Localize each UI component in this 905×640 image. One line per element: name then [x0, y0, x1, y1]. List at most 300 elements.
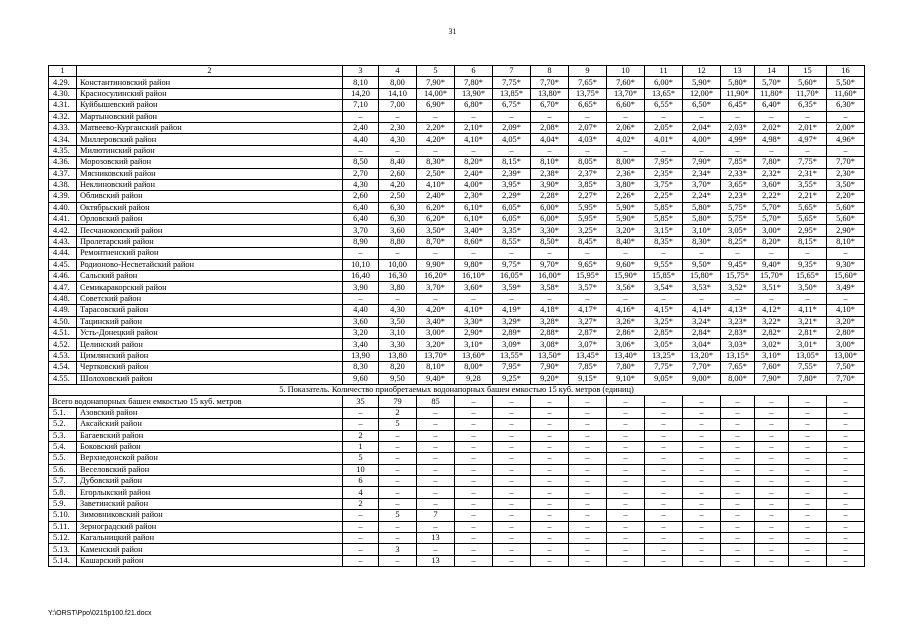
value-cell: 3,24*	[683, 316, 721, 327]
table-row	[49, 214, 865, 225]
value-cell: 7,90*	[755, 373, 789, 384]
value-cell: 4,19*	[493, 305, 531, 316]
value-cell: 5,70*	[755, 214, 789, 225]
value-cell: 3,50	[379, 316, 417, 327]
value-cell: 8,90	[343, 236, 379, 247]
value-cell: –	[493, 521, 531, 532]
value-cell: 3,52*	[721, 282, 755, 293]
value-cell: –	[607, 293, 645, 304]
table-row	[49, 327, 865, 338]
value-cell: –	[789, 521, 827, 532]
value-cell: –	[379, 293, 417, 304]
value-cell: –	[721, 510, 755, 521]
value-cell: 2,84*	[683, 327, 721, 338]
value-cell: –	[683, 555, 721, 566]
value-cell: –	[493, 464, 531, 475]
value-cell: 5,75*	[721, 202, 755, 213]
value-cell: 6,30*	[827, 100, 865, 111]
value-cell: 11,90*	[721, 88, 755, 99]
value-cell: –	[531, 441, 569, 452]
value-cell: 3,03*	[721, 339, 755, 350]
value-cell: 5,70*	[755, 77, 789, 88]
table-row	[49, 271, 865, 282]
value-cell: 7,00	[379, 100, 417, 111]
row-number: 5.3.	[49, 430, 77, 441]
value-cell: –	[531, 453, 569, 464]
value-cell: –	[721, 476, 755, 487]
value-cell: –	[417, 430, 455, 441]
value-cell: 4,14*	[683, 305, 721, 316]
value-cell: 15,75*	[721, 271, 755, 282]
row-number: 5.9.	[49, 498, 77, 509]
value-cell: –	[531, 544, 569, 555]
district-name: Обливский район	[77, 191, 343, 202]
value-cell: 2,50	[379, 191, 417, 202]
value-cell: 4,02*	[607, 134, 645, 145]
value-cell: –	[827, 293, 865, 304]
value-cell: 13,80*	[531, 88, 569, 99]
table-row	[49, 453, 865, 464]
value-cell: –	[683, 111, 721, 122]
value-cell: 6,40*	[755, 100, 789, 111]
value-cell: 13,90	[343, 350, 379, 361]
value-cell: 9,40*	[417, 373, 455, 384]
district-name: Тарасовский район	[77, 305, 343, 316]
value-cell: 3,65*	[721, 179, 755, 190]
column-header: 10	[607, 66, 645, 77]
value-cell: 13,50*	[531, 350, 569, 361]
value-cell: 2,90*	[455, 327, 493, 338]
value-cell: 3,80*	[607, 179, 645, 190]
district-name: Аксайский район	[77, 419, 343, 430]
value-cell: 9,50*	[683, 259, 721, 270]
value-cell: 7,70*	[827, 373, 865, 384]
table-row	[49, 555, 865, 566]
row-number: 5.4.	[49, 441, 77, 452]
value-cell: –	[455, 533, 493, 544]
value-cell: –	[645, 430, 683, 441]
value-cell: 6,75*	[493, 100, 531, 111]
value-cell: 8,10*	[827, 236, 865, 247]
value-cell: 8,00*	[721, 373, 755, 384]
value-cell: 2,29*	[493, 191, 531, 202]
value-cell: –	[493, 533, 531, 544]
value-cell: 4,04*	[531, 134, 569, 145]
value-cell: 5,90*	[607, 214, 645, 225]
value-cell: 5,50*	[827, 77, 865, 88]
value-cell: –	[417, 145, 455, 156]
value-cell: –	[569, 464, 607, 475]
value-cell: –	[755, 487, 789, 498]
table-row	[49, 362, 865, 373]
value-cell: 3,50*	[827, 179, 865, 190]
value-cell: 2,50*	[417, 168, 455, 179]
value-cell: –	[379, 498, 417, 509]
value-cell: 5,85*	[645, 202, 683, 213]
value-cell: –	[789, 248, 827, 259]
value-cell: 8,20*	[755, 236, 789, 247]
value-cell: 2,40*	[417, 191, 455, 202]
value-cell: –	[721, 407, 755, 418]
value-cell: 16,30	[379, 271, 417, 282]
value-cell: 13,60*	[455, 350, 493, 361]
table-row	[49, 122, 865, 133]
value-cell: 9,10*	[607, 373, 645, 384]
value-cell: 3,95*	[493, 179, 531, 190]
value-cell: –	[417, 419, 455, 430]
value-cell: –	[343, 419, 379, 430]
value-cell: 2,24*	[683, 191, 721, 202]
value-cell: 5	[343, 453, 379, 464]
section-title: 5. Показатель. Количество приобретаемых водонапорных башен емкостью 15 куб. метров (единиц)	[49, 384, 865, 395]
value-cell: 3,60	[343, 316, 379, 327]
value-cell: 3,10*	[683, 225, 721, 236]
value-cell: 4,20	[379, 179, 417, 190]
value-cell: –	[607, 145, 645, 156]
value-cell: 15,85*	[645, 271, 683, 282]
value-cell: –	[379, 453, 417, 464]
row-number: 5.11.	[49, 521, 77, 532]
value-cell: 3,00*	[827, 339, 865, 350]
value-cell: –	[531, 487, 569, 498]
value-cell: –	[755, 453, 789, 464]
value-cell: –	[789, 293, 827, 304]
table-row	[49, 179, 865, 190]
row-number: 4.31.	[49, 100, 77, 111]
value-cell: –	[531, 396, 569, 407]
row-number: 4.54.	[49, 362, 77, 373]
value-cell: 8,10*	[417, 362, 455, 373]
value-cell: 8,60*	[455, 236, 493, 247]
table-row	[49, 88, 865, 99]
district-name: Цимлянский район	[77, 350, 343, 361]
value-cell: 3,60	[379, 225, 417, 236]
value-cell: –	[789, 396, 827, 407]
value-cell: 2,32*	[755, 168, 789, 179]
value-cell: 8,30*	[683, 236, 721, 247]
district-name: Октябрьский район	[77, 202, 343, 213]
value-cell: 1	[343, 441, 379, 452]
value-cell: 2,83*	[721, 327, 755, 338]
district-name: Зерноградский район	[77, 521, 343, 532]
value-cell: –	[607, 453, 645, 464]
district-name: Неклиновский район	[77, 179, 343, 190]
value-cell: 2,95*	[789, 225, 827, 236]
value-cell: 7,60*	[607, 77, 645, 88]
value-cell: 3,28*	[531, 316, 569, 327]
value-cell: 9,50	[379, 373, 417, 384]
value-cell: 10,10	[343, 259, 379, 270]
value-cell: 6,70*	[531, 100, 569, 111]
value-cell: –	[789, 407, 827, 418]
value-cell: 79	[379, 396, 417, 407]
district-name: Заветинский район	[77, 498, 343, 509]
value-cell: 5,80*	[683, 202, 721, 213]
table-row	[49, 476, 865, 487]
value-cell: –	[755, 476, 789, 487]
value-cell: 2,00*	[827, 122, 865, 133]
data-table	[48, 65, 865, 567]
value-cell: 2,07*	[569, 122, 607, 133]
value-cell: –	[789, 498, 827, 509]
value-cell: 15,80*	[683, 271, 721, 282]
value-cell: 13,05*	[789, 350, 827, 361]
value-cell: 2,86*	[607, 327, 645, 338]
value-cell: 16,20*	[417, 271, 455, 282]
value-cell: 2,36*	[607, 168, 645, 179]
value-cell: –	[569, 544, 607, 555]
value-cell: 13,80	[379, 350, 417, 361]
value-cell: 3,15*	[645, 225, 683, 236]
value-cell: –	[721, 419, 755, 430]
value-cell: –	[417, 248, 455, 259]
value-cell: 2	[343, 430, 379, 441]
value-cell: –	[417, 407, 455, 418]
value-cell: –	[493, 441, 531, 452]
value-cell: 2,10*	[455, 122, 493, 133]
value-cell: –	[343, 293, 379, 304]
value-cell: –	[455, 555, 493, 566]
value-cell: –	[455, 544, 493, 555]
column-header: 9	[569, 66, 607, 77]
value-cell: –	[379, 145, 417, 156]
value-cell: –	[755, 464, 789, 475]
value-cell: 3,55*	[789, 179, 827, 190]
value-cell: –	[607, 510, 645, 521]
value-cell: –	[721, 453, 755, 464]
value-cell: 3,60*	[755, 179, 789, 190]
value-cell: 2,70	[343, 168, 379, 179]
value-cell: –	[827, 111, 865, 122]
value-cell: –	[645, 453, 683, 464]
column-header: 1	[49, 66, 77, 77]
row-number: 4.48.	[49, 293, 77, 304]
value-cell: –	[569, 555, 607, 566]
value-cell: –	[569, 487, 607, 498]
value-cell: 15,95*	[569, 271, 607, 282]
value-cell: –	[493, 248, 531, 259]
value-cell: 3,51*	[755, 282, 789, 293]
district-name: Мартыновский район	[77, 111, 343, 122]
value-cell: 2,38*	[531, 168, 569, 179]
value-cell: –	[531, 419, 569, 430]
value-cell: –	[645, 521, 683, 532]
value-cell: 9,75*	[493, 259, 531, 270]
value-cell: 9,05*	[645, 373, 683, 384]
value-cell: 8,15*	[789, 236, 827, 247]
value-cell: –	[721, 464, 755, 475]
column-header: 13	[721, 66, 755, 77]
value-cell: –	[789, 555, 827, 566]
district-name: Пролетарский район	[77, 236, 343, 247]
value-cell: –	[455, 111, 493, 122]
district-name: Целинский район	[77, 339, 343, 350]
value-cell: –	[827, 498, 865, 509]
value-cell: –	[683, 396, 721, 407]
value-cell: 2,22*	[755, 191, 789, 202]
table-row	[49, 510, 865, 521]
value-cell: –	[755, 430, 789, 441]
value-cell: –	[721, 293, 755, 304]
value-cell: 13	[417, 533, 455, 544]
value-cell: –	[531, 555, 569, 566]
value-cell: 3,53*	[683, 282, 721, 293]
district-name: Родионово-Несветайский район	[77, 259, 343, 270]
value-cell: –	[683, 510, 721, 521]
value-cell: 7,80*	[455, 77, 493, 88]
value-cell: 8,10*	[531, 157, 569, 168]
value-cell: 2,04*	[683, 122, 721, 133]
value-cell: 3,49*	[827, 282, 865, 293]
column-header: 7	[493, 66, 531, 77]
value-cell: 6,00*	[531, 202, 569, 213]
value-cell: –	[455, 521, 493, 532]
value-cell: 16,05*	[493, 271, 531, 282]
value-cell: 2,30*	[827, 168, 865, 179]
value-cell: 8,15*	[493, 157, 531, 168]
column-header: 12	[683, 66, 721, 77]
district-name: Шолоховский район	[77, 373, 343, 384]
value-cell: –	[379, 430, 417, 441]
value-cell: 13,55*	[493, 350, 531, 361]
value-cell: –	[455, 510, 493, 521]
value-cell: –	[683, 453, 721, 464]
value-cell: –	[455, 396, 493, 407]
value-cell: –	[827, 248, 865, 259]
table-row	[49, 259, 865, 270]
value-cell: –	[343, 145, 379, 156]
row-number: 5.10.	[49, 510, 77, 521]
value-cell: 6,00*	[645, 77, 683, 88]
value-cell: –	[531, 111, 569, 122]
value-cell: 13,15*	[721, 350, 755, 361]
value-cell: –	[607, 555, 645, 566]
value-cell: 3,21*	[789, 316, 827, 327]
value-cell: –	[607, 521, 645, 532]
value-cell: 3,57*	[569, 282, 607, 293]
value-cell: –	[455, 453, 493, 464]
value-cell: –	[645, 293, 683, 304]
value-cell: –	[343, 407, 379, 418]
value-cell: –	[827, 453, 865, 464]
value-cell: 3,59*	[493, 282, 531, 293]
table-row	[49, 168, 865, 179]
value-cell: –	[789, 453, 827, 464]
value-cell: –	[569, 419, 607, 430]
value-cell: –	[493, 407, 531, 418]
value-cell: –	[683, 544, 721, 555]
value-cell: 3,27*	[569, 316, 607, 327]
value-cell: 5,60*	[827, 202, 865, 213]
value-cell: –	[379, 441, 417, 452]
district-name: Советский район	[77, 293, 343, 304]
value-cell: 7,95*	[645, 157, 683, 168]
value-cell: –	[531, 248, 569, 259]
value-cell: 6,30	[379, 202, 417, 213]
value-cell: 4,12*	[755, 305, 789, 316]
value-cell: –	[755, 521, 789, 532]
table-row	[49, 236, 865, 247]
value-cell: –	[531, 293, 569, 304]
value-cell: 8,00*	[455, 362, 493, 373]
value-cell: 4,40	[343, 305, 379, 316]
value-cell: 3,29*	[493, 316, 531, 327]
value-cell: –	[683, 487, 721, 498]
value-cell: 4,13*	[721, 305, 755, 316]
table-row	[49, 441, 865, 452]
value-cell: 5,65*	[789, 214, 827, 225]
value-cell: –	[827, 476, 865, 487]
column-header: 14	[755, 66, 789, 77]
district-name: Милютинский район	[77, 145, 343, 156]
value-cell: 3,25*	[569, 225, 607, 236]
value-cell: 5,90*	[683, 77, 721, 88]
row-number: 4.35.	[49, 145, 77, 156]
value-cell: –	[755, 293, 789, 304]
value-cell: 9,00*	[683, 373, 721, 384]
value-cell: –	[827, 407, 865, 418]
district-name: Миллеровский район	[77, 134, 343, 145]
value-cell: 3,09*	[493, 339, 531, 350]
value-cell: 3,00*	[417, 327, 455, 338]
value-cell: 2,81*	[789, 327, 827, 338]
value-cell: 2,25*	[645, 191, 683, 202]
value-cell: –	[607, 407, 645, 418]
value-cell: 5,85*	[645, 214, 683, 225]
value-cell: –	[607, 476, 645, 487]
value-cell: 6,90*	[417, 100, 455, 111]
value-cell: –	[827, 544, 865, 555]
value-cell: –	[645, 487, 683, 498]
value-cell: –	[721, 111, 755, 122]
value-cell: –	[417, 111, 455, 122]
value-cell: –	[607, 441, 645, 452]
value-cell: 3,20*	[607, 225, 645, 236]
value-cell: –	[493, 419, 531, 430]
value-cell: –	[343, 111, 379, 122]
value-cell: –	[569, 248, 607, 259]
district-name: Егорлыкский район	[77, 487, 343, 498]
value-cell: –	[455, 464, 493, 475]
district-name: Орловский район	[77, 214, 343, 225]
value-cell: –	[827, 521, 865, 532]
value-cell: 5	[379, 510, 417, 521]
value-cell: 3,04*	[683, 339, 721, 350]
value-cell: 6,05*	[493, 214, 531, 225]
value-cell: 5	[379, 419, 417, 430]
value-cell: –	[569, 407, 607, 418]
value-cell: –	[607, 498, 645, 509]
value-cell: 5,70*	[755, 202, 789, 213]
value-cell: 6,10*	[455, 214, 493, 225]
table-row	[49, 544, 865, 555]
value-cell: 2,87*	[569, 327, 607, 338]
value-cell: 14,00*	[417, 88, 455, 99]
value-cell: 8,80	[379, 236, 417, 247]
value-cell: 13,75*	[569, 88, 607, 99]
value-cell: 8,05*	[569, 157, 607, 168]
value-cell: 7,75*	[645, 362, 683, 373]
row-number: 4.40.	[49, 202, 77, 213]
value-cell: –	[755, 111, 789, 122]
value-cell: 7,85*	[721, 157, 755, 168]
value-cell: 3,25*	[645, 316, 683, 327]
value-cell: 6,40	[343, 202, 379, 213]
header-row	[49, 66, 865, 77]
row-number: 4.46.	[49, 271, 77, 282]
value-cell: –	[721, 521, 755, 532]
value-cell: 8,25*	[721, 236, 755, 247]
